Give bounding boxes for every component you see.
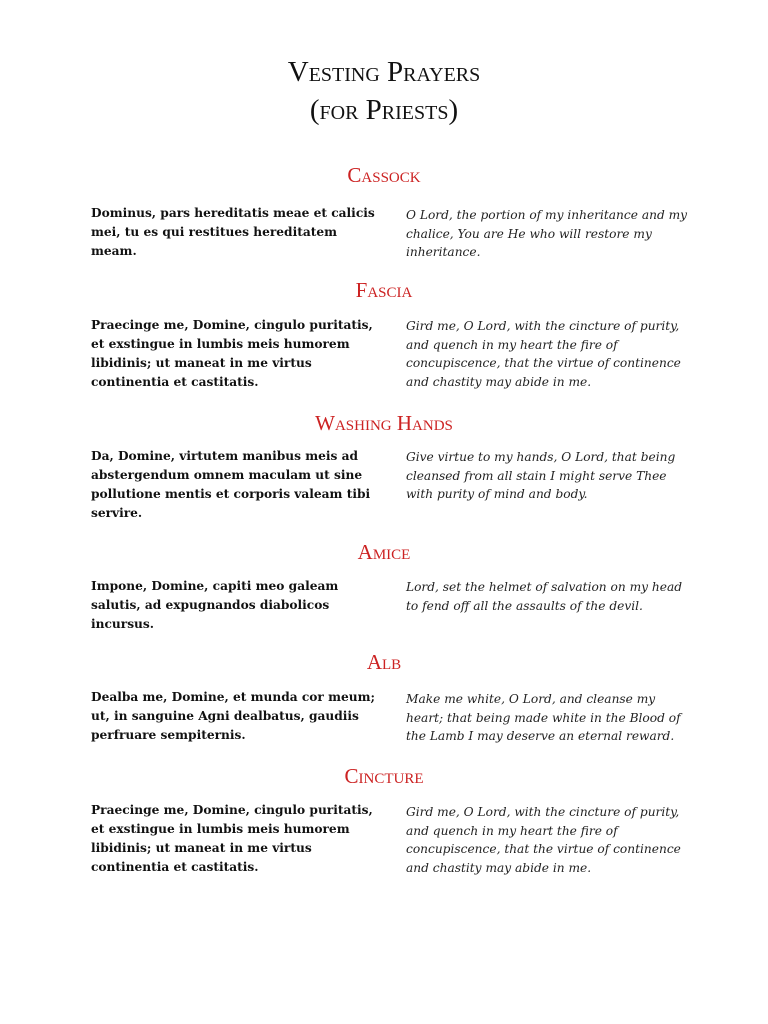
page-title-line-2: (for Priests) [309,94,459,126]
english-prayer-alb: Make me white, O Lord, and cleanse my heart; that being made white in the Blood of the Lamb I may deserve an eternal reward. [406,692,681,743]
english-prayer-washing-hands: Give virtue to my hands, O Lord, that being cleansed from all stain I might serve Thee with purity of mind and body. [406,450,676,501]
page-title-line-1: Vesting Prayers [287,56,481,88]
english-prayer-cincture: Gird me, O Lord, with the cincture of purity, and quench in my heart the fire of concupiscence, that the virtue of continence and chastity may abide in me. [406,805,681,875]
latin-prayer-cassock: Dominus, pars hereditatis meae et calicis mei, tu es qui restitues hereditatem meam. [91,206,375,258]
latin-prayer-alb: Dealba me, Domine, et munda cor meum; ut, in sanguine Agni dealbatus, gaudiis perfruare sempiternis. [91,690,375,742]
section-heading-cincture: Cincture [344,764,424,788]
english-prayer-cassock: O Lord, the portion of my inheritance and my chalice, You are He who will restore my inheritance. [406,208,688,259]
english-prayer-amice: Lord, set the helmet of salvation on my head to fend off all the assaults of the devil. [406,580,683,613]
latin-prayer-amice: Impone, Domine, capiti meo galeam salutis, ad expugnandos diabolicos incursus. [91,579,339,631]
english-prayer-fascia: Gird me, O Lord, with the cincture of purity, and quench in my heart the fire of concupiscence, that the virtue of continence and chastity may abide in me. [406,319,681,389]
section-heading-cassock: Cassock [347,163,421,187]
section-heading-washing-hands: Washing Hands [315,411,453,435]
latin-prayer-washing-hands: Da, Domine, virtutem manibus meis ad abstergendum omnem maculam ut sine pollutione mentis et corporis valeam tibi servire. [91,449,371,520]
latin-prayer-fascia: Praecinge me, Domine, cingulo puritatis, et exstingue in lumbis meis humorem libidinis; ut maneat in me virtus continentia et castitatis. [91,318,373,389]
section-heading-alb: Alb [366,650,402,674]
latin-prayer-cincture: Praecinge me, Domine, cingulo puritatis, et exstingue in lumbis meis humorem libidinis; ut maneat in me virtus continentia et castitatis. [91,803,373,874]
section-heading-fascia: Fascia [355,278,413,302]
section-heading-amice: Amice [357,540,411,564]
